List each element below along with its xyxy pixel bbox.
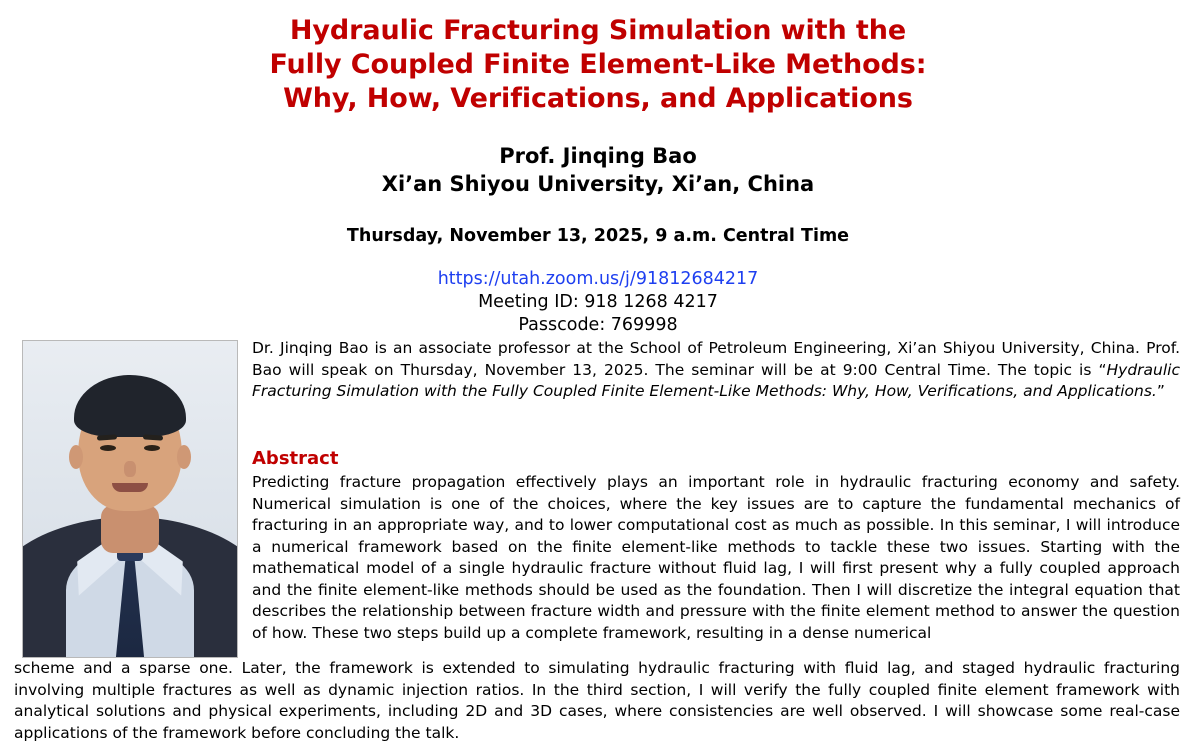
bio-text-part2: ” [1156,382,1165,400]
speaker-photo [22,340,238,658]
photo-ear-left [69,445,83,469]
bio-text-part1: Dr. Jinqing Bao is an associate professor at the School of Petroleum Engineering, Xi’an Shiyou University, China. Prof. Bao will speak on Thursday, November 13, 2025. The seminar will be at 9:00 Central Time. The topic is “ [252,339,1180,379]
zoom-meeting-id: Meeting ID: 918 1268 4217 [478,292,718,312]
photo-ear-right [177,445,191,469]
speaker-info [0,142,1196,198]
seminar-title [0,0,1196,116]
abstract-body-full-width: scheme and a sparse one. Later, the framework is extended to simulating hydraulic fracturing with fluid lag, and staged hydraulic fracturing involving multiple fractures as well as dynamic injection ratios. In the third section, I will verify the fully coupled finite element framework with analytical solutions and physical experiments, including 2D and 3D cases, where consistencies are well observed. I will showcase some real-case applications of the framework before concluding the talk. [14,659,1180,742]
zoom-passcode: Passcode: 769998 [518,315,678,335]
zoom-link[interactable]: https://utah.zoom.us/j/91812684217 [437,269,759,289]
seminar-datetime: Thursday, November 13, 2025, 9 a.m. Central Time [346,226,850,246]
bio-talk-title: Hydraulic Fracturing Simulation with the Fully Coupled Finite Element-Like Methods: Why, How, Verifications, and Applications. [252,360,1180,400]
photo-eye-right [144,445,160,451]
zoom-info [0,268,1196,337]
abstract-heading: Abstract [252,448,339,469]
photo-neck [101,505,159,553]
speaker-bio [252,338,1180,403]
speaker-affiliation: Xi’an Shiyou University, Xi’an, China [381,172,815,196]
photo-eye-left [100,445,116,451]
photo-nose [124,461,136,477]
title-line-2: Fully Coupled Finite Element-Like Methods: [269,49,927,80]
title-line-3: Why, How, Verifications, and Applications [283,83,913,114]
abstract-body-wrapped: Predicting fracture propagation effectively plays an important role in hydraulic fracturing economy and safety. Numerical simulation is one of the choices, where the key issues are to capture the fundamental mechanics of fracturing in an appropriate way, and to lower computational cost as much as possible. In this seminar, I will introduce a numerical framework based on the finite element-like methods to tackle these two issues. Starting with the mathematical model of a single hydraulic fracture without fluid lag, I will first present why a fully coupled approach and the finite element-like methods should be used as the foundation. Then I will discretize the integral equation that describes the relationship between fracture width and pressure with the finite element method to answer the question of how. These two steps build up a complete framework, resulting in a dense numerical [252,473,1180,642]
photo-mouth [112,483,148,492]
speaker-name: Prof. Jinqing Bao [499,144,697,168]
title-line-1: Hydraulic Fracturing Simulation with the [289,15,907,46]
